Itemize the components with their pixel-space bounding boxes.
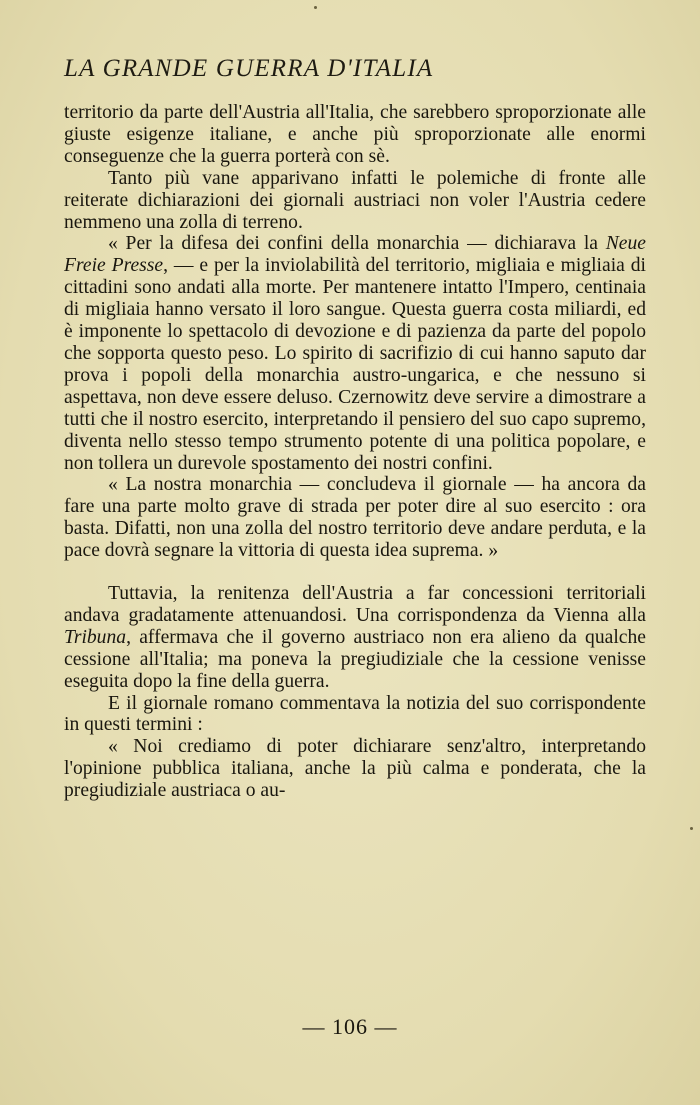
paragraph-6: E il giornale romano commentava la notizia del suo corrispondente in questi termini : [64,692,646,736]
paragraph-3-quote: « Per la difesa dei confini della monarchia — dichiarava la Neue Freie Presse, — e per la inviolabilità del territorio, migliaia e migliaia di cittadini sono andati alla morte. Per mantenere intatto l'Impero, centinaia di migliaia hanno versato il loro sangue. Questa guerra costa miliardi, ed è imponente lo spettacolo di devozione e di pazienza da parte del popolo che sopporta questo peso. Lo spirito di sacrifizio di cui hanno saputo dar prova i popoli della monarchia austro-ungarica, e che nessuno si aspettava, non deve essere deluso. Czernowitz deve servire a dimostrare a tutti che il nostro esercito, interpretando il pensiero del suo capo supremo, diventa nello stesso tempo strumento potente di una politica popolare, e non tollera un durevole spostamento dei nostri confini. [64,233,646,474]
paragraph-5: Tuttavia, la renitenza dell'Austria a far concessioni territoriali andava gradatamente attenuandosi. Una corrispondenza da Vienna alla Tribuna, affermava che il governo austriaco non era alieno da qualche cessione all'Italia; ma poneva la pregiudiziale che la cessione venisse eseguita dopo la fine della guerra. [64,583,646,692]
newspaper-title: Neue Freie Presse [64,233,646,277]
paragraph-2: Tanto più vane apparivano infatti le polemiche di fronte alle reiterate dichiarazioni dei giornali austriaci non voler l'Austria cedere nemmeno una zolla di terreno. [64,167,646,233]
paragraph-7-quote: « Noi crediamo di poter dichiarare senz'altro, interpretando l'opinione pubblica italiana, anche la più calma e ponderata, che la pregiudiziale austriaca o au- [64,736,646,802]
paragraph-4-quote: « La nostra monarchia — concludeva il giornale — ha ancora da fare una parte molto grave di strada per poter dire al suo esercito : ora basta. Difatti, non una zolla del nostro territorio deve andare perduta, e la pace dovrà segnare la vittoria di questa idea suprema. » [64,474,646,562]
print-speck [690,827,693,830]
body-text [64,102,646,802]
print-speck [314,6,317,9]
newspaper-title: Tribuna [64,626,127,648]
running-head: LA GRANDE GUERRA D'ITALIA [64,55,434,82]
page-number: — 106 — [302,1014,398,1039]
paragraph-1: territorio da parte dell'Austria all'Italia, che sarebbero sproporzionate alle giuste esigenze italiane, e anche più sproporzionate alle enormi conseguenze che la guerra porterà con sè. [64,102,646,167]
